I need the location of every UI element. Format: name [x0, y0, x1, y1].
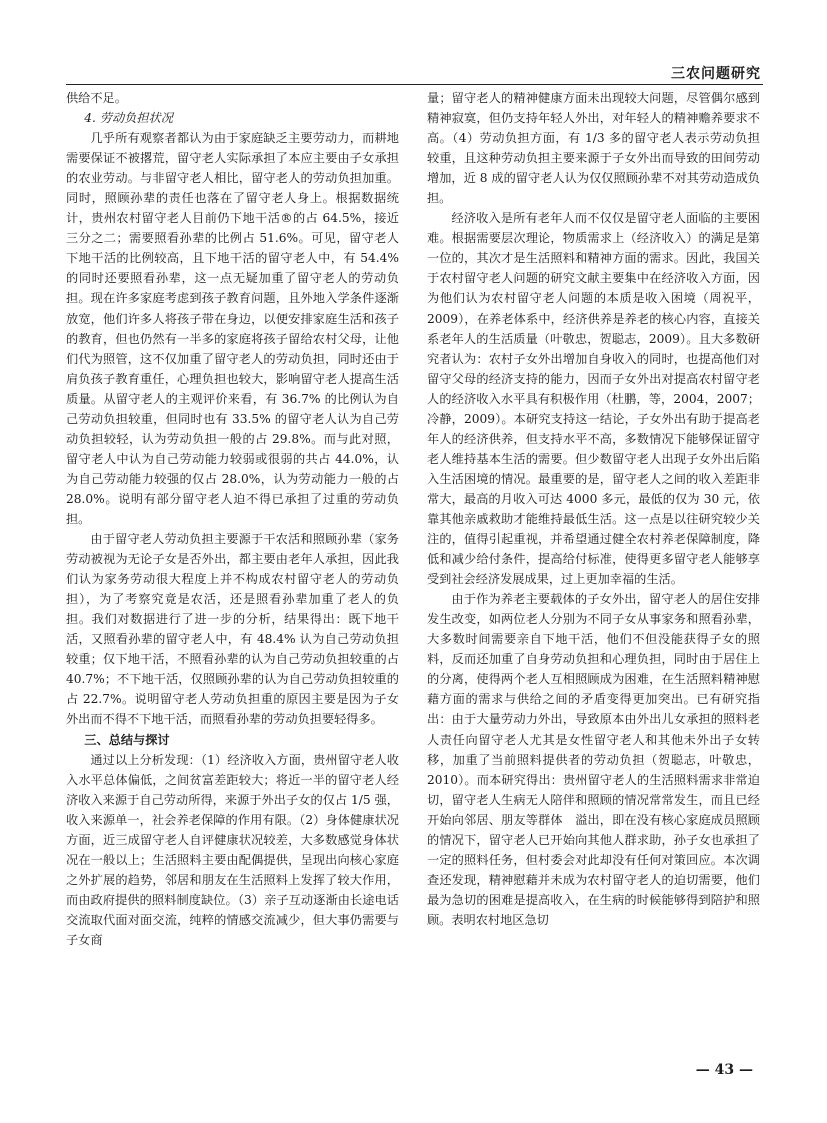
paragraph: 通过以上分析发现：（1）经济收入方面，贵州留守老人收入水平总体偏低，之间贫富差距较大；将近一半的留守老人经济收入来源于自己劳动所得，来源于外出子女的仅占 1/5 强，收入来源单一，社会养老保障的作用有限。（2）身体健康状况方面，近三成留守老人自评健康状况较差，大多数感觉身体状况在一般以上；生活照料主要由配偶提供，呈现出向核心家庭之外扩展的趋势，邻居和朋友在生活照料上发挥了较大作用，而由政府提供的照料制度缺位。（3）亲子互动逐渐由长途电话交流取代面对面交流，纯粹的情感交流减少，但大事仍需要与子女商	[66, 752, 399, 947]
journal-name: 三农问题研究	[671, 66, 761, 82]
paragraph: 经济收入是所有老年人而不仅仅是留守老人面临的主要困难。根据需要层次理论，物质需求上（经济收入）的满足是第一位的，其次才是生活照料和精神方面的需求。因此，我国关于农村留守老人问题的研究文献主要集中在经济收入方面，因为他们认为农村留守老人问题的本质是收入困境（周祝平，2009），在养老体系中，经济供养是养老的核心内容，直接关系老年人的生活质量（叶敬忠，贺聪志，2009）。且大多数研究者认为：农村子女外出增加自身收入的同时，也提高他们对留守父母的经济支持的能力，因而子女外出对提高农村留守老人的经济收入水平具有积极作用（杜鹏，等，2004，2007；冷静，2009）。本研究支持这一结论，子女外出有助于提高老年人的经济供养，但支持水平不高，多数情况下能够保证留守老人维持基本生活的需要。但少数留守老人出现子女外出后陷入生活困境的情况。最重要的是，留守老人之间的收入差距非常大，最高的月收入可达 4000 多元，最低的仅为 30 元，依靠其他亲戚救助才能维持最低生活。这一点是以往研究较少关注的，值得引起重视，并希望通过健全农村养老保障制度，降低和减少给付条件，提高给付标准，使得更多留守老人能够享受到社会经济发展成果，过上更加幸福的生活。	[427, 211, 760, 587]
subsection-heading: 4. 劳动负担状况	[84, 111, 173, 126]
paragraph: 量；留守老人的精神健康方面未出现较大问题，尽管偶尔感到精神寂寞，但仍支持年轻人外出，对年轻人的精神赡养要求不高。（4）劳动负担方面，有 1/3 多的留守老人表示劳动负担较重，且这种劳动负担主要来源于子女外出而导致的田间劳动增加，近 8 成的留守老人认为仅仅照顾孙辈不对其劳动造成负担。	[427, 91, 760, 206]
paragraph: 由于留守老人劳动负担主要源于干农活和照顾孙辈（家务劳动被视为无论子女是否外出，都主要由老年人承担，因此我们认为家务劳动很大程度上并不构成农村留守老人的劳动负担），为了考察究竟是农活，还是照看孙辈加重了老人的负担。我们对数据进行了进一步的分析，结果得出：既下地干活，又照看孙辈的留守老人中，有 48.4% 认为自己劳动负担较重；仅下地干活，不照看孙辈的认为自己劳动负担较重的占 40.7%；不下地干活，仅照顾孙辈的认为自己劳动负担较重的占 22.7%。说明留守老人劳动负担重的原因主要是因为子女外出而不得不下地干活，而照看孙辈的劳动负担要轻得多。	[66, 532, 399, 727]
header-rule	[66, 84, 763, 85]
paragraph: 由于作为养老主要载体的子女外出，留守老人的居住安排发生改变，如两位老人分别为不同子女从事家务和照看孙辈，大多数时间需要亲自下地干活，他们不但没能获得子女的照料，反而还加重了自身劳动负担和心理负担，同时由于居住上的分离，使得两个老人互相照顾成为困难，在生活照料精神慰藉方面的需求与供给之间的矛盾变得更加突出。已有研究指出：由于大量劳动力外出，导致原本由外出儿女承担的照料老人责任向留守老人尤其是女性留守老人和其他未外出子女转移，加重了当前照料提供者的劳动负担（贺聪志，叶敬忠，2010）。而本研究得出：贵州留守老人的生活照料需求非常迫切，留守老人生病无人陪伴和照顾的情况常常发生，而且已经开始向邻居、朋友等群体 溢出，即在没有核心家庭成员照顾的情况下，留守老人已开始向其他人群求助，孙子女也承担了一定的照料任务，但村委会对此却没有任何对策回应。本次调查还发现，精神慰藉并未成为农村留守老人的迫切需要，他们最为急切的困难是提高收入，在生病的时候能够得到陪护和照顾。表明农村地区急切	[427, 592, 760, 927]
left-column	[66, 88, 399, 950]
page-number: — 43 —	[695, 1062, 753, 1078]
paragraph: 几乎所有观察者都认为由于家庭缺乏主要劳动力，而耕地需要保证不被撂荒，留守老人实际承担了本应主要由子女承担的农业劳动。与非留守老人相比，留守老人的劳动负担加重。同时，照顾孙辈的责任也落在了留守老人身上。根据数据统计，贵州农村留守老人目前仍下地干活®的占 64.5%，接近三分之二；需要照看孙辈的比例占 51.6%。可见，留守老人下地干活的比例较高，且下地干活的留守老人中，有 54.4% 的同时还要照看孙辈，这一点无疑加重了留守老人的劳动负担。现在许多家庭考虑到孩子教育问题，且外地入学条件逐渐放宽，他们许多人将孩子带在身边，以便安排家庭生活和孩子的教育，但也仍然有一半多的家庭将孩子留给农村父母，让他们代为照管，这不仅加重了留守老人的劳动负担，同时还由于肩负孩子教育重任，心理负担也较大，影响留守老人提高生活质量。从留守老人的主观评价来看，有 36.7% 的比例认为自己劳动负担较重，但同时也有 33.5% 的留守老人认为自己劳动负担较轻，认为劳动负担一般的占 29.8%。而与此对照，留守老人中认为自己劳动能力较弱或很弱的共占 44.0%，认为自己劳动能力较强的仅占 28.0%，认为劳动能力一般的占 28.0%。说明有部分留守老人迫不得已承担了过重的劳动负担。	[66, 131, 399, 526]
right-column	[427, 88, 760, 930]
section-heading: 三、总结与探讨	[84, 732, 170, 747]
paragraph: 供给不足。	[66, 91, 127, 105]
